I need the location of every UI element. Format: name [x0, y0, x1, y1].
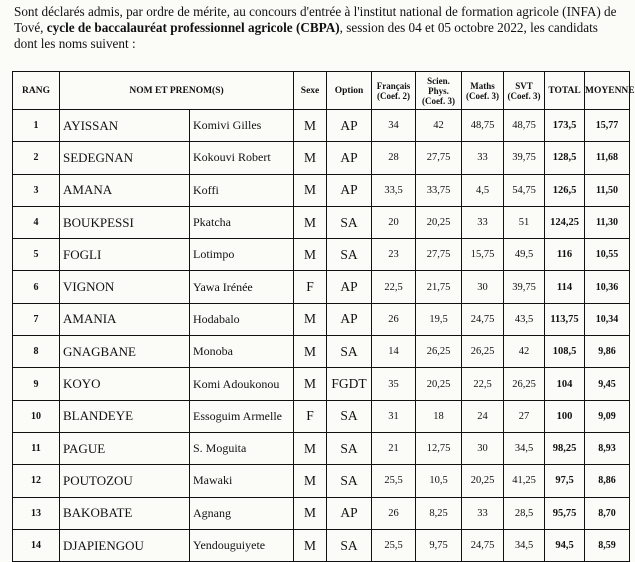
nom-cell: POUTOZOU: [60, 465, 190, 497]
sciences-cell: 10,5: [416, 465, 462, 497]
sexe-cell: M: [294, 432, 327, 464]
svt-cell: 39,75: [504, 271, 545, 303]
nom-cell: DJAPIENGOU: [60, 529, 190, 561]
sexe-cell: M: [294, 497, 327, 529]
option-cell: SA: [327, 239, 372, 271]
rang-cell: 3: [13, 174, 60, 206]
total-cell: 126,5: [545, 174, 585, 206]
moyenne-cell: 9,09: [585, 400, 630, 432]
total-cell: 100: [545, 400, 585, 432]
table-row: [13, 271, 630, 303]
svt-cell: 42: [504, 336, 545, 368]
nom-cell: AMANIA: [60, 303, 190, 335]
maths-cell: 4,5: [462, 174, 504, 206]
table-row: [13, 142, 630, 174]
total-cell: 98,25: [545, 432, 585, 464]
intro-text-end: , session des 04 et 05 octobre 2022, les candidats dont les noms suivent :: [14, 20, 598, 51]
svt-cell: 34,5: [504, 529, 545, 561]
intro-text-start: Sont déclarés admis, par ordre de mérite, au concours d'entrée à l'institut national de formation agricole (INFA) de Tové,: [14, 4, 617, 35]
header-rang: RANG: [13, 72, 60, 110]
rang-cell: 11: [13, 432, 60, 464]
sciences-cell: 21,75: [416, 271, 462, 303]
rang-cell: 10: [13, 400, 60, 432]
sexe-cell: M: [294, 465, 327, 497]
option-cell: AP: [327, 303, 372, 335]
sciences-cell: 26,25: [416, 336, 462, 368]
moyenne-cell: 10,34: [585, 303, 630, 335]
nom-cell: GNAGBANE: [60, 336, 190, 368]
maths-cell: 24,75: [462, 529, 504, 561]
sciences-cell: 27,75: [416, 142, 462, 174]
option-cell: AP: [327, 271, 372, 303]
maths-cell: 15,75: [462, 239, 504, 271]
sciences-cell: 27,75: [416, 239, 462, 271]
sexe-cell: M: [294, 174, 327, 206]
sexe-cell: M: [294, 336, 327, 368]
moyenne-cell: 9,86: [585, 336, 630, 368]
prenom-cell: Hodabalo: [190, 303, 294, 335]
sciences-cell: 19,5: [416, 303, 462, 335]
moyenne-cell: 11,68: [585, 142, 630, 174]
prenom-cell: Pkatcha: [190, 206, 294, 238]
moyenne-cell: 10,55: [585, 239, 630, 271]
total-cell: 114: [545, 271, 585, 303]
total-cell: 104: [545, 368, 585, 400]
header-sexe: Sexe: [294, 72, 327, 110]
option-cell: AP: [327, 497, 372, 529]
moyenne-cell: 8,93: [585, 432, 630, 464]
maths-cell: 30: [462, 432, 504, 464]
option-cell: SA: [327, 206, 372, 238]
francais-cell: 33,5: [372, 174, 416, 206]
nom-cell: BOUKPESSI: [60, 206, 190, 238]
moyenne-cell: 15,77: [585, 110, 630, 142]
sciences-cell: 9,75: [416, 529, 462, 561]
option-cell: SA: [327, 465, 372, 497]
svt-cell: 39,75: [504, 142, 545, 174]
option-cell: AP: [327, 110, 372, 142]
option-cell: SA: [327, 529, 372, 561]
sexe-cell: F: [294, 271, 327, 303]
table-row: [13, 400, 630, 432]
option-cell: SA: [327, 400, 372, 432]
moyenne-cell: 8,86: [585, 465, 630, 497]
svt-cell: 43,5: [504, 303, 545, 335]
francais-cell: 23: [372, 239, 416, 271]
table-row: [13, 368, 630, 400]
sciences-cell: 18: [416, 400, 462, 432]
maths-cell: 22,5: [462, 368, 504, 400]
rang-cell: 8: [13, 336, 60, 368]
maths-cell: 24: [462, 400, 504, 432]
header-option: Option: [327, 72, 372, 110]
prenom-cell: S. Moguita: [190, 432, 294, 464]
sexe-cell: F: [294, 400, 327, 432]
prenom-cell: Kokouvi Robert: [190, 142, 294, 174]
svt-cell: 41,25: [504, 465, 545, 497]
rang-cell: 5: [13, 239, 60, 271]
svt-cell: 48,75: [504, 110, 545, 142]
prenom-cell: Monoba: [190, 336, 294, 368]
svt-cell: 51: [504, 206, 545, 238]
rang-cell: 2: [13, 142, 60, 174]
svt-cell: 54,75: [504, 174, 545, 206]
nom-cell: BLANDEYE: [60, 400, 190, 432]
sciences-cell: 20,25: [416, 368, 462, 400]
sciences-cell: 42: [416, 110, 462, 142]
prenom-cell: Agnang: [190, 497, 294, 529]
total-cell: 116: [545, 239, 585, 271]
rang-cell: 7: [13, 303, 60, 335]
maths-cell: 24,75: [462, 303, 504, 335]
table-row: [13, 110, 630, 142]
total-cell: 94,5: [545, 529, 585, 561]
header-moyenne: MOYENNE: [585, 72, 630, 110]
header-total: TOTAL: [545, 72, 585, 110]
moyenne-cell: 10,36: [585, 271, 630, 303]
maths-cell: 30: [462, 271, 504, 303]
header-maths: Maths (Coef. 3): [462, 72, 504, 110]
prenom-cell: Lotimpo: [190, 239, 294, 271]
option-cell: SA: [327, 432, 372, 464]
sciences-cell: 12,75: [416, 432, 462, 464]
header-francais: Français (Coef. 2): [372, 72, 416, 110]
table-row: [13, 174, 630, 206]
prenom-cell: Yawa Irénée: [190, 271, 294, 303]
prenom-cell: Koffi: [190, 174, 294, 206]
nom-cell: PAGUE: [60, 432, 190, 464]
maths-cell: 33: [462, 206, 504, 238]
option-cell: SA: [327, 336, 372, 368]
table-row: [13, 465, 630, 497]
maths-cell: 33: [462, 497, 504, 529]
francais-cell: 21: [372, 432, 416, 464]
francais-cell: 26: [372, 497, 416, 529]
prenom-cell: Essoguim Armelle: [190, 400, 294, 432]
svt-cell: 27: [504, 400, 545, 432]
nom-cell: SEDEGNAN: [60, 142, 190, 174]
rang-cell: 4: [13, 206, 60, 238]
intro-paragraph: [14, 4, 620, 52]
table-row: [13, 239, 630, 271]
francais-cell: 28: [372, 142, 416, 174]
prenom-cell: Mawaki: [190, 465, 294, 497]
rang-cell: 9: [13, 368, 60, 400]
nom-cell: VIGNON: [60, 271, 190, 303]
sexe-cell: M: [294, 303, 327, 335]
header-nom-prenom: NOM ET PRENOM(S): [60, 72, 294, 110]
table-row: [13, 529, 630, 561]
sexe-cell: M: [294, 142, 327, 174]
francais-cell: 22,5: [372, 271, 416, 303]
maths-cell: 26,25: [462, 336, 504, 368]
header-sciences: Scien. Phys. (Coef. 3): [416, 72, 462, 110]
moyenne-cell: 11,50: [585, 174, 630, 206]
svt-cell: 28,5: [504, 497, 545, 529]
maths-cell: 20,25: [462, 465, 504, 497]
rang-cell: 12: [13, 465, 60, 497]
francais-cell: 34: [372, 110, 416, 142]
total-cell: 128,5: [545, 142, 585, 174]
results-table: [12, 71, 635, 562]
sexe-cell: M: [294, 368, 327, 400]
francais-cell: 35: [372, 368, 416, 400]
total-cell: 113,75: [545, 303, 585, 335]
nom-cell: KOYO: [60, 368, 190, 400]
moyenne-cell: 9,45: [585, 368, 630, 400]
svt-cell: 49,5: [504, 239, 545, 271]
maths-cell: 48,75: [462, 110, 504, 142]
svt-cell: 26,25: [504, 368, 545, 400]
total-cell: 95,75: [545, 497, 585, 529]
nom-cell: BAKOBATE: [60, 497, 190, 529]
sexe-cell: M: [294, 110, 327, 142]
sciences-cell: 8,25: [416, 497, 462, 529]
option-cell: AP: [327, 142, 372, 174]
total-cell: 173,5: [545, 110, 585, 142]
sciences-cell: 33,75: [416, 174, 462, 206]
sexe-cell: M: [294, 206, 327, 238]
rang-cell: 6: [13, 271, 60, 303]
table-row: [13, 497, 630, 529]
table-row: [13, 432, 630, 464]
prenom-cell: Komi Adoukonou: [190, 368, 294, 400]
sexe-cell: M: [294, 239, 327, 271]
nom-cell: AMANA: [60, 174, 190, 206]
table-body: [13, 110, 630, 562]
sciences-cell: 20,25: [416, 206, 462, 238]
maths-cell: 33: [462, 142, 504, 174]
option-cell: FGDT: [327, 368, 372, 400]
header-svt: SVT (Coef. 3): [504, 72, 545, 110]
rang-cell: 14: [13, 529, 60, 561]
total-cell: 108,5: [545, 336, 585, 368]
francais-cell: 25,5: [372, 529, 416, 561]
prenom-cell: Komivi Gilles: [190, 110, 294, 142]
rang-cell: 1: [13, 110, 60, 142]
svt-cell: 34,5: [504, 432, 545, 464]
moyenne-cell: 8,59: [585, 529, 630, 561]
francais-cell: 14: [372, 336, 416, 368]
francais-cell: 31: [372, 400, 416, 432]
total-cell: 124,25: [545, 206, 585, 238]
moyenne-cell: 8,70: [585, 497, 630, 529]
intro-cycle-name: cycle de baccalauréat professionnel agricole (CBPA): [46, 20, 340, 35]
option-cell: AP: [327, 174, 372, 206]
prenom-cell: Yendouguiyete: [190, 529, 294, 561]
table-row: [13, 206, 630, 238]
francais-cell: 26: [372, 303, 416, 335]
moyenne-cell: 11,30: [585, 206, 630, 238]
francais-cell: 20: [372, 206, 416, 238]
francais-cell: 25,5: [372, 465, 416, 497]
rang-cell: 13: [13, 497, 60, 529]
nom-cell: AYISSAN: [60, 110, 190, 142]
nom-cell: FOGLI: [60, 239, 190, 271]
sexe-cell: M: [294, 529, 327, 561]
total-cell: 97,5: [545, 465, 585, 497]
table-header: [13, 72, 635, 110]
table-row: [13, 336, 630, 368]
table-row: [13, 303, 630, 335]
